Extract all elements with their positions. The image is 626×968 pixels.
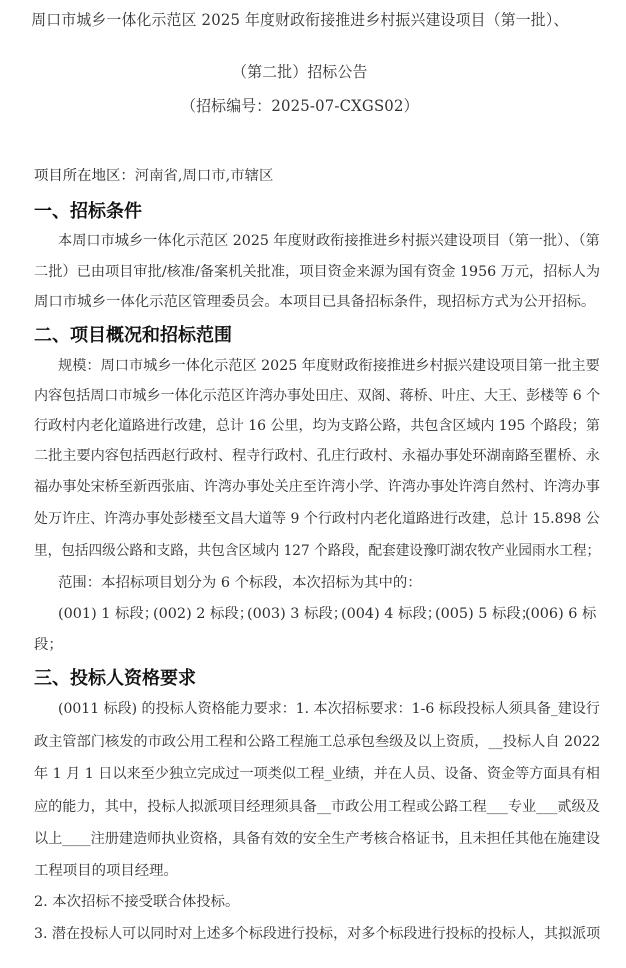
section-2-scale-line: 福办事处宋桥至新西张庙、许湾办事处关庄至许湾小学、许湾办事处许湾自然村、许湾办事 — [34, 479, 600, 495]
section-2-scale-line: 处万许庄、许湾办事处彭楼至文昌大道等 9 个行政村内老化道路进行改建，总计 15.898 公 — [34, 511, 600, 527]
section-3-line: 工程项目的项目经理。 — [34, 863, 178, 879]
section-1-line: 周口市城乡一体化示范区管理委员会。本项目已具备招标条件，现招标方式为公开招标。 — [34, 294, 596, 310]
lot-item: (002) 2 标段； — [153, 606, 254, 622]
lot-item: (001) 1 标段； — [58, 606, 159, 622]
section-3-line: 3. 潜在投标人可以同时对上述多个标段进行投标，对多个标段进行投标的投标人，其拟派项 — [34, 926, 601, 942]
section-2-scale-line: 行政村内老化道路进行改建，总计 16 公里，均为支路公路，共包含区域内 195 个路段；第 — [34, 418, 600, 434]
section-3-line: 以上____注册建造师执业资格，具备有效的安全生产考核合格证书，且未担任其他在施建设 — [34, 831, 600, 847]
section-3-line: 2. 本次招标不接受联合体投标。 — [34, 894, 240, 910]
section-3-line: 应的能力，其中，投标人拟派项目经理须具备__市政公用工程或公路工程___专业___贰级及 — [34, 799, 600, 815]
section-2-range-line: 范围：本招标项目划分为 6 个标段，本次招标为其中的： — [58, 575, 422, 591]
section-1-line: 二批）已由项目审批/核准/备案机关批准，项目资金来源为国有资金 1956 万元，招标人为 — [34, 264, 601, 280]
section-3-line: 政主管部门核发的市政公用工程和公路工程施工总承包叁级及以上资质，__投标人自 2022 — [34, 734, 601, 750]
project-location-label: 项目所在地区： — [34, 168, 135, 184]
lot-item: (004) 4 标段； — [341, 606, 442, 622]
section-2-scale-line: 规模：周口市城乡一体化示范区 2025 年度财政衔接推进乡村振兴建设项目第一批主要 — [58, 358, 600, 374]
section-3-heading: 三、投标人资格要求 — [34, 668, 196, 689]
project-location-value: 河南省,周口市,市辖区 — [134, 168, 274, 184]
lot-item-continuation: 段； — [34, 637, 63, 653]
section-3-line: (0011 标段) 的投标人资格能力要求：1. 本次招标要求：1-6 标段投标人须具备_建设行 — [58, 701, 600, 717]
tender-number: （招标编号：2025-07-CXGS02） — [181, 97, 419, 115]
lot-item: (006) 6 标 — [525, 606, 597, 622]
section-3-line: 年 1 月 1 日以来至少独立完成过一项类似工程_业绩，并在人员、设备、资金等方面具有相 — [34, 766, 600, 782]
lot-item: (005) 5 标段； — [435, 606, 536, 622]
section-1-heading: 一、招标条件 — [34, 201, 142, 222]
section-2-scale-line: 二批主要内容包括西赵行政村、程寺行政村、孔庄行政村、永福办事处环湖南路至瞿桥、永 — [34, 448, 600, 464]
section-2-scale-line: 内容包括周口市城乡一体化示范区许湾办事处田庄、双阁、蒋桥、叶庄、大王、彭楼等 6 个 — [34, 388, 601, 404]
section-2-heading: 二、项目概况和招标范围 — [34, 325, 232, 346]
project-location — [34, 164, 273, 185]
lot-item: (003) 3 标段； — [247, 606, 348, 622]
section-1-line: 本周口市城乡一体化示范区 2025 年度财政衔接推进乡村振兴建设项目（第一批）、（第 — [58, 233, 600, 249]
document-title-line-1: 周口市城乡一体化示范区 2025 年度财政衔接推进乡村振兴建设项目（第一批）、 — [31, 11, 569, 29]
section-2-scale-line: 里，包括四级公路和支路，共包含区域内 127 个路段，配套建设豫叮湖农牧产业园雨水工程； — [34, 543, 601, 559]
document-title-line-2: （第二批）招标公告 — [232, 63, 368, 81]
